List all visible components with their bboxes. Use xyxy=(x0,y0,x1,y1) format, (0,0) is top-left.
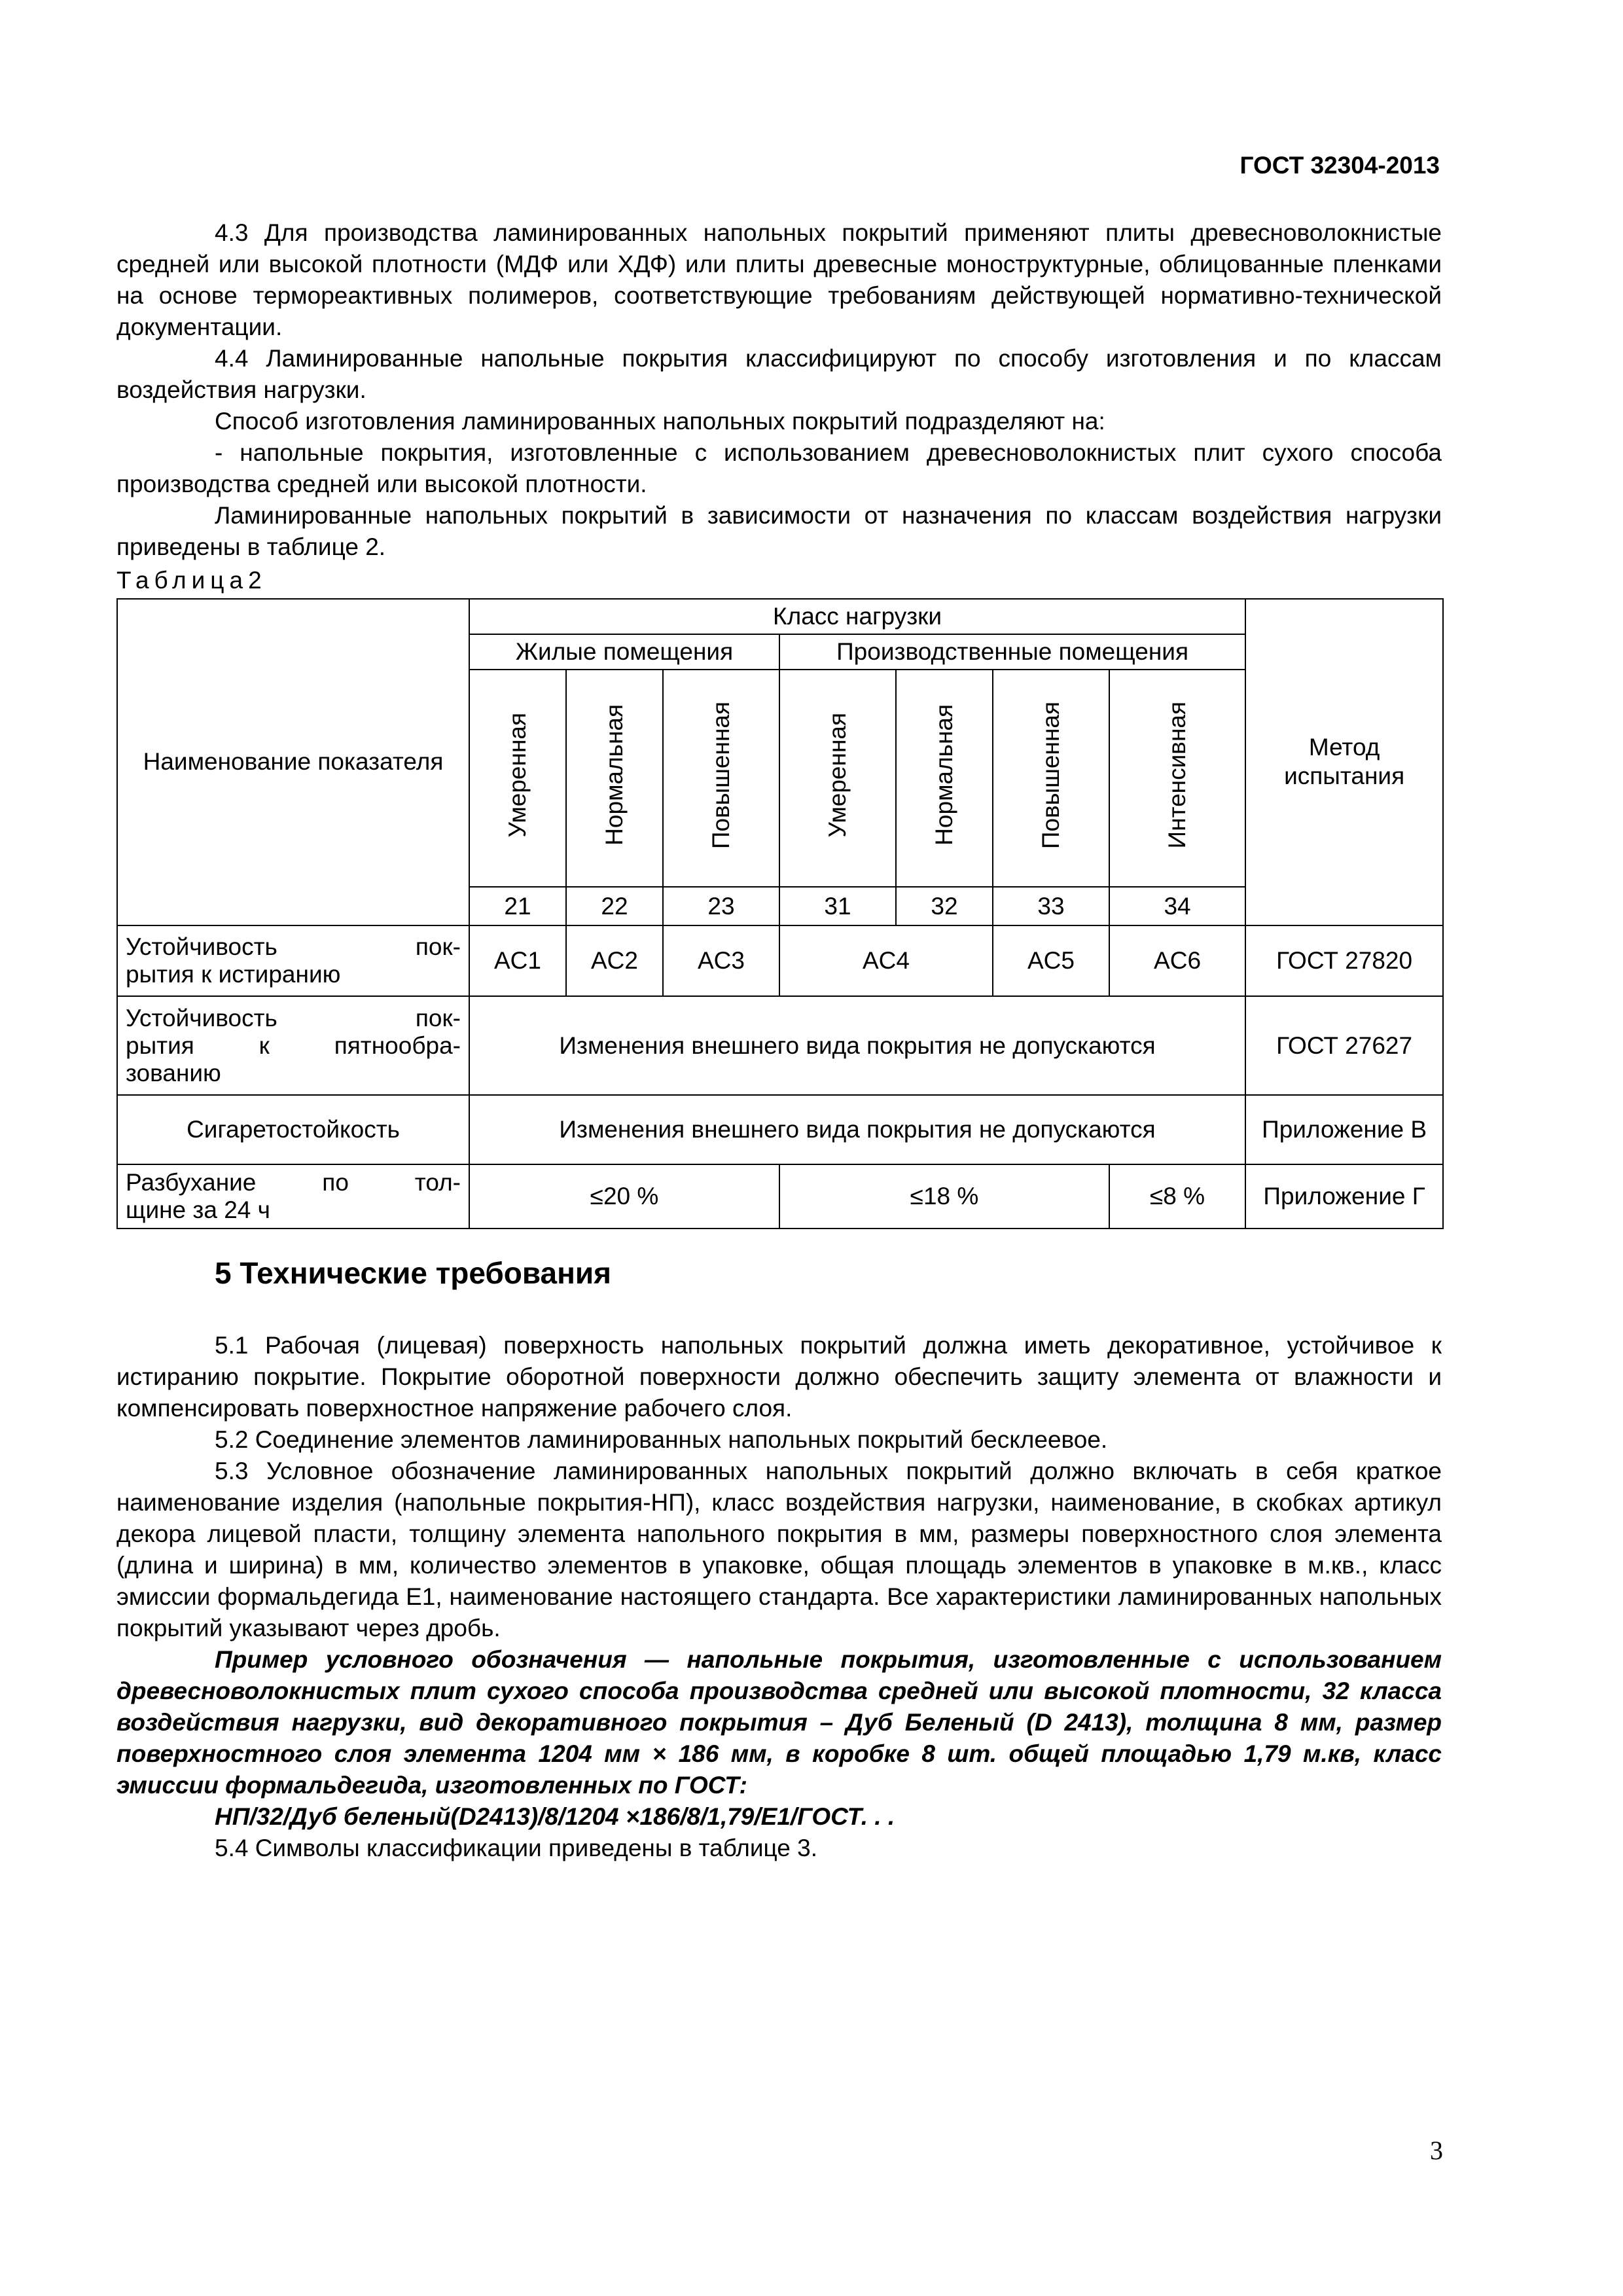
header-residential: Жилые помещения xyxy=(469,634,779,670)
cell-method: ГОСТ 27820 xyxy=(1245,925,1443,996)
level-header: Интенсивная xyxy=(1164,702,1191,849)
cell-value: AC2 xyxy=(566,925,663,996)
paragraph-5-2: 5.2 Соединение элементов ламинированных напольных покрытий бесклеевое. xyxy=(215,1426,1108,1453)
row-name-stain: Устойчивость пок- рытия к пятнообра- зованию xyxy=(117,996,469,1096)
cell-method: ГОСТ 27627 xyxy=(1245,996,1443,1096)
cell-value: Изменения внешнего вида покрытия не допускаются xyxy=(469,996,1245,1096)
cell-value: AC4 xyxy=(779,925,993,996)
table-caption: Таблица2 xyxy=(116,567,267,594)
cell-method: Приложение Г xyxy=(1245,1164,1443,1229)
row-name-cigarette: Сигаретостойкость xyxy=(117,1095,469,1164)
class-number: 21 xyxy=(469,887,566,925)
cell-value: ≤8 % xyxy=(1109,1164,1245,1229)
level-header: Повышенная xyxy=(1037,701,1064,849)
paragraph-5-3: 5.3 Условное обозначение ламинированных напольных покрытий должно включать в себя краткое наименование изделия (напольные покрытия-НП), класс воздействия нагрузки, наименование, в скобках артикул декора лицевой пласти, толщину элемента напольного покрытия в мм, размеры поверхностного слоя элемента (длина и ширина) в мм, количество элементов в упаковке, общая площадь элементов в упаковке в м.кв., класс эмиссии формальдегида Е1, наименование настоящего стандарта. Все характеристики ламинированных напольных покрытий указывают через дробь. xyxy=(116,1458,1442,1641)
paragraph-4-3: 4.3 Для производства ламинированных напольных покрытий применяют плиты древесноволокнистые средней или высокой плотности (МДФ или ХДФ) или плиты древесные моноструктурные, облицованные пленками на основе термореактивных полимеров, соответствующие требованиям действующей нормативно-технической документации. xyxy=(116,219,1442,340)
intro-text xyxy=(116,217,1442,563)
class-number: 33 xyxy=(993,887,1109,925)
class-number: 32 xyxy=(896,887,993,925)
cell-value: ≤20 % xyxy=(469,1164,779,1229)
level-header: Нормальная xyxy=(931,704,957,846)
cell-value: AC6 xyxy=(1109,925,1245,996)
paragraph-5-1: 5.1 Рабочая (лицевая) поверхность напольных покрытий должна иметь декоративное, устойчивое к истиранию покрытие. Покрытие оборотной поверхности должно обеспечить защиту элемента от влажности и компенсировать поверхностное напряжение рабочего слоя. xyxy=(116,1332,1442,1422)
designation-string: НП/32/Дуб беленый(D2413)/8/1204 ×186/8/1,79/E1/ГОСТ. . . xyxy=(215,1803,895,1830)
class-number: 31 xyxy=(779,887,896,925)
designation-example: Пример условного обозначения — напольные покрытия, изготовленные с использованием древесноволокнистых плит сухого способа производства средней или высокой плотности, 32 класса воздействия нагрузки, вид декоративного покрытия – Дуб Беленый (D 2413), толщина 8 мм, размер поверхностного слоя элемента 1204 мм × 186 мм, в коробке 8 шт. общей площадью 1,79 м.кв, класс эмиссии формальдегида, изготовленных по ГОСТ: xyxy=(116,1646,1442,1799)
section-5-text xyxy=(116,1330,1442,1864)
class-number: 22 xyxy=(566,887,663,925)
cell-value: ≤18 % xyxy=(779,1164,1109,1229)
page-number: 3 xyxy=(1430,2136,1443,2165)
cell-value: AC5 xyxy=(993,925,1109,996)
paragraph-classes: Ламинированные напольных покрытий в зависимости от назначения по классам воздействия нагрузки приведены в таблице 2. xyxy=(116,502,1442,560)
level-header: Повышенная xyxy=(707,701,734,849)
table-row xyxy=(117,996,1443,1096)
level-header: Нормальная xyxy=(601,704,628,846)
paragraph-dash-item: - напольные покрытия, изготовленные с использованием древесноволокнистых плит сухого способа производства средней или высокой плотности. xyxy=(116,439,1442,497)
table-row xyxy=(117,1095,1443,1164)
cell-value: AC1 xyxy=(469,925,566,996)
table-row xyxy=(117,1164,1443,1229)
section-5-heading: 5 Технические требования xyxy=(215,1256,611,1290)
row-name-abrasion: Устойчивость пок- рытия к истиранию xyxy=(117,925,469,996)
cell-value: AC3 xyxy=(663,925,779,996)
paragraph-4-4: 4.4 Ламинированные напольные покрытия классифицируют по способу изготовления и по классам воздействия нагрузки. xyxy=(116,345,1442,403)
paragraph-5-4: 5.4 Символы классификации приведены в таблице 3. xyxy=(215,1835,818,1861)
classification-table xyxy=(116,598,1444,1229)
header-indicator: Наименование показателя xyxy=(117,599,469,925)
row-name-swelling: Разбухание по тол- щине за 24 ч xyxy=(117,1164,469,1229)
header-method: Метод испытания xyxy=(1245,599,1443,925)
cell-value: Изменения внешнего вида покрытия не допускаются xyxy=(469,1095,1245,1164)
header-industrial: Производственные помещения xyxy=(779,634,1245,670)
class-number: 23 xyxy=(663,887,779,925)
table-row xyxy=(117,925,1443,996)
document-code: ГОСТ 32304-2013 xyxy=(1240,152,1440,179)
cell-method: Приложение В xyxy=(1245,1095,1443,1164)
class-number: 34 xyxy=(1109,887,1245,925)
level-header: Умеренная xyxy=(504,713,531,838)
paragraph-method: Способ изготовления ламинированных напольных покрытий подразделяют на: xyxy=(215,408,1105,435)
header-load-class: Класс нагрузки xyxy=(469,599,1245,634)
level-header: Умеренная xyxy=(824,713,851,838)
